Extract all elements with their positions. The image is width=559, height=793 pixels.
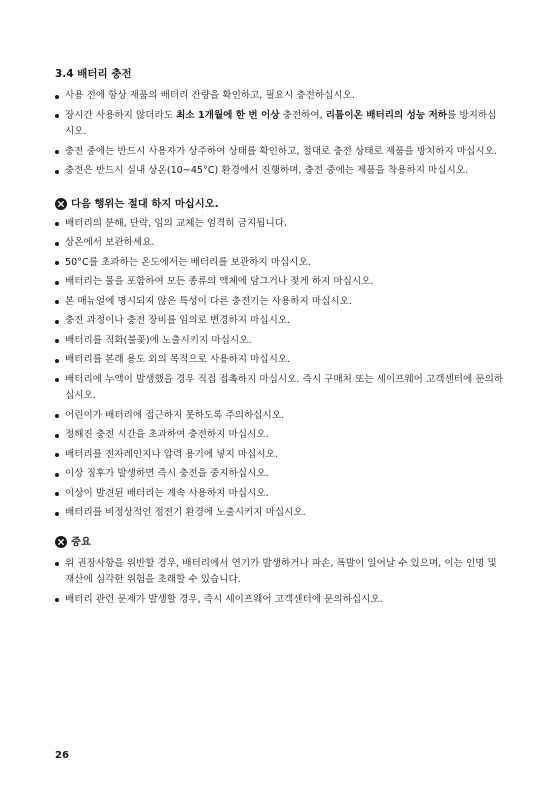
emphasis-text: 리튬이온 배터리의 성능 저하 [325,109,448,121]
prohibited-heading [55,196,505,212]
prohibited-list [55,216,505,522]
list-item: 배터리를 비정상적인 정전기 환경에 노출시키지 마십시오. [55,505,505,522]
battery-charging-section [55,66,505,180]
section-title: 3.4 배터리 충전 [55,68,132,80]
x-circle-icon [55,198,67,210]
list-item: 상온에서 보관하세요. [55,235,505,252]
item-text: 충전 중에는 반드시 사용자가 상주하여 상태를 확인하고, 절대로 충전 상태로 제품을 방치하지 마십시오. [65,145,497,157]
list-item: 위 권장사항을 위반할 경우, 배터리에서 연기가 발생하거나 파손, 폭발이 일어날 수 있으며, 이는 인명 및 재산에 심각한 위험을 초래할 수 있습니다. [55,556,505,589]
list-item: 이상이 발견된 배터리는 계속 사용하지 마십시오. [55,486,505,503]
list-item: 배터리를 본래 용도 외의 목적으로 사용하지 마십시오. [55,352,505,369]
item-text: 사용 전에 항상 제품의 배터리 잔량을 확인하고, 필요시 충전하십시오. [65,90,355,101]
emphasis-text: 최소 1개월에 한 번 이상 [176,109,280,121]
item-text: 장시간 사용하지 않더라도 [65,109,177,121]
list-item: 충전 과정이나 충전 장비를 임의로 변경하지 마십시오. [55,313,505,330]
important-list [55,556,505,609]
list-item [55,88,505,105]
list-item: 배터리에 누액이 발생했을 경우 직접 접촉하지 마십시오. 즉시 구매처 또는 세이프웨어 고객센터에 문의하십시오. [55,372,505,405]
list-item: 본 매뉴얼에 명시되지 않은 특성이 다른 충전기는 사용하지 마십시오. [55,294,505,311]
list-item: 정해진 충전 시간을 초과하여 충전하지 마십시오. [55,427,505,444]
list-item: 배터리는 물을 포함하여 모든 종류의 액체에 담그거나 젖게 하지 마십시오. [55,274,505,291]
list-item: 배터리 관련 문제가 발생할 경우, 즉시 세이프웨어 고객센터에 문의하십시오. [55,592,505,609]
list-item: 배터리의 분해, 단락, 임의 교체는 엄격히 금지됩니다. [55,216,505,233]
list-item: 배터리를 직화(불꽃)에 노출시키지 마십시오. [55,333,505,350]
x-circle-icon [55,536,67,548]
item-text: 충전하여, [279,109,326,121]
list-item [55,108,505,141]
list-item: 배터리를 전자레인지나 압력 용기에 넣지 마십시오. [55,447,505,464]
list-item: 어린이가 배터리에 접근하지 못하도록 주의하십시오. [55,408,505,425]
prohibited-section [55,196,505,522]
important-heading [55,534,505,550]
important-title: 중요 [71,535,91,548]
important-section [55,534,505,609]
list-item [55,163,505,180]
list-item: 이상 징후가 발생하면 즉시 충전을 중지하십시오. [55,466,505,483]
list-item: 50°C를 초과하는 온도에서는 배터리를 보관하지 마십시오. [55,255,505,272]
item-text: 충전은 반드시 실내 상온(10~45°C) 환경에서 진행하며, 충전 중에는 제품을 착용하지 마십시오. [65,165,469,176]
charging-list [55,88,505,180]
item-text: 를 방지하십시오. [65,109,497,137]
prohibited-title: 다음 행위는 절대 하지 마십시오. [71,197,219,210]
page-number: 26 [55,750,69,761]
list-item [55,144,505,161]
page-content [55,66,505,611]
